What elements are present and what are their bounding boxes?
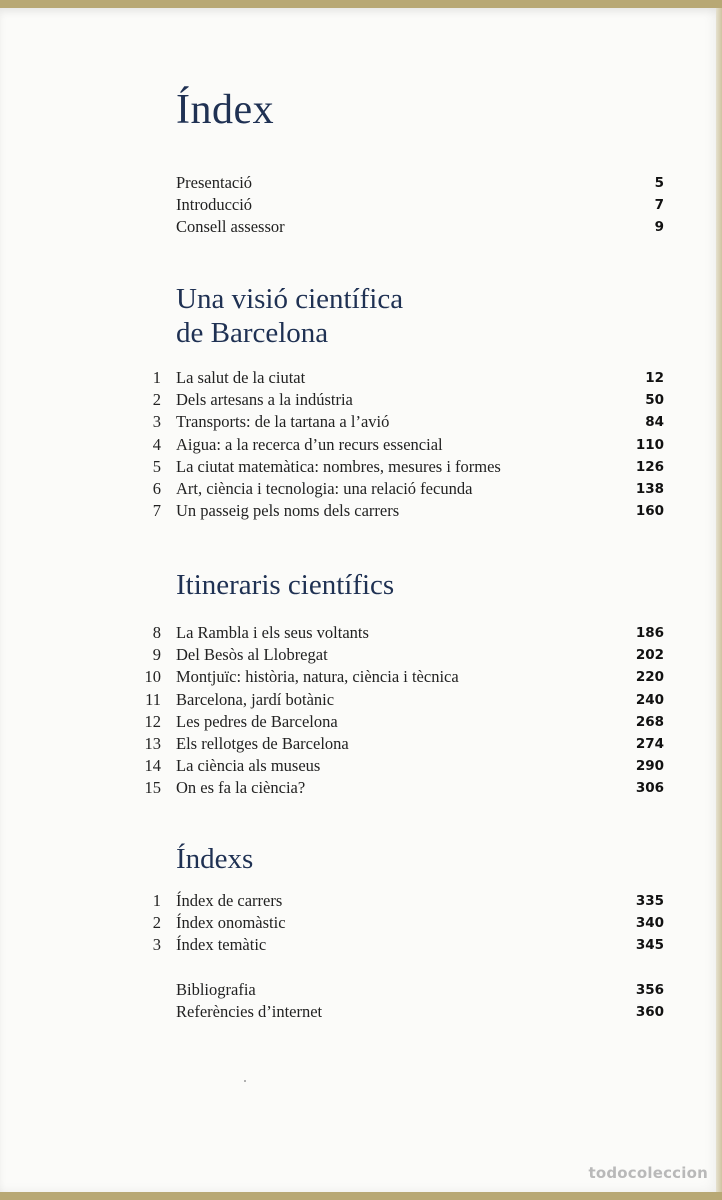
entry-number: 10 — [144, 667, 161, 687]
entry-number: 1 — [152, 891, 161, 910]
entry-page: 360 — [635, 1004, 664, 1021]
book-page — [0, 8, 722, 1192]
page-speck — [244, 1080, 246, 1082]
entry-page: 306 — [635, 780, 664, 797]
toc-entry[interactable] — [0, 666, 722, 688]
site-watermark: todocoleccion — [588, 1164, 708, 1182]
toc-entry[interactable] — [0, 194, 722, 216]
entry-number: 2 — [152, 390, 161, 410]
toc-entry[interactable] — [0, 500, 722, 522]
section-title-line: de Barcelona — [176, 317, 329, 349]
entry-label: Introducció — [176, 195, 253, 215]
entry-label: La Rambla i els seus voltants — [176, 623, 369, 642]
entry-label: Els rellotges de Barcelona — [176, 733, 349, 753]
entry-label: Aigua: a la recerca d’un recurs essencial — [176, 434, 443, 454]
toc-entry[interactable] — [0, 456, 722, 478]
entry-page: 9 — [654, 219, 664, 236]
entry-label: Un passeig pels noms dels carrers — [176, 501, 400, 521]
toc-entry[interactable] — [0, 389, 722, 411]
page-title: Índex — [176, 87, 275, 133]
entry-page: 240 — [635, 691, 664, 708]
toc-entry[interactable] — [0, 979, 722, 1001]
toc-entry[interactable] — [0, 216, 722, 238]
entry-label: Art, ciència i tecnologia: una relació fecunda — [176, 478, 473, 498]
entry-label: Del Besòs al Llobregat — [176, 645, 328, 665]
entry-number: 14 — [144, 756, 161, 776]
entry-number: 8 — [152, 623, 161, 642]
toc-entry[interactable] — [0, 777, 722, 799]
entry-label: Bibliografia — [176, 980, 256, 999]
entry-page: 138 — [635, 480, 664, 497]
section-list — [0, 367, 722, 522]
entry-page: 50 — [645, 392, 664, 409]
entry-page: 335 — [635, 893, 664, 909]
back-matter-list — [0, 979, 722, 1023]
entry-label: La ciutat matemàtica: nombres, mesures i formes — [176, 456, 501, 476]
section-title: Itineraris científics — [176, 569, 395, 601]
section-title — [176, 282, 403, 350]
entry-label: On es fa la ciència? — [176, 778, 306, 798]
toc-entry[interactable] — [0, 711, 722, 733]
section-title-line: Una visió científica — [176, 283, 404, 315]
section-list — [0, 890, 722, 957]
entry-number: 4 — [152, 434, 161, 454]
entry-label: Índex onomàstic — [176, 913, 286, 933]
front-matter-list — [0, 172, 722, 239]
entry-page: 5 — [654, 175, 664, 191]
entry-number: 9 — [152, 645, 161, 665]
entry-page: 186 — [635, 625, 664, 641]
toc-entry[interactable] — [0, 367, 722, 389]
entry-label: Presentació — [176, 173, 253, 192]
toc-entry[interactable] — [0, 1001, 722, 1023]
entry-number: 2 — [152, 913, 161, 933]
entry-page: 202 — [635, 647, 664, 664]
entry-page: 84 — [645, 414, 664, 431]
entry-label: Índex de carrers — [176, 891, 283, 910]
entry-label: Consell assessor — [176, 217, 285, 237]
toc-entry[interactable] — [0, 689, 722, 711]
entry-page: 340 — [635, 915, 664, 932]
entry-page: 290 — [635, 758, 664, 775]
entry-page: 268 — [635, 713, 664, 730]
toc-entry[interactable] — [0, 434, 722, 456]
entry-number: 5 — [152, 456, 161, 476]
entry-label: La ciència als museus — [176, 756, 321, 776]
toc-entry[interactable] — [0, 890, 722, 912]
toc-entry[interactable] — [0, 478, 722, 500]
entry-label: Montjuïc: història, natura, ciència i tècnica — [176, 667, 459, 687]
entry-label: Barcelona, jardí botànic — [176, 689, 335, 709]
entry-number: 3 — [152, 935, 161, 955]
entry-label: La salut de la ciutat — [176, 368, 306, 387]
toc-entry[interactable] — [0, 934, 722, 956]
toc-entry[interactable] — [0, 172, 722, 194]
section-title: Índexs — [176, 843, 254, 875]
entry-page: 160 — [635, 503, 664, 520]
entry-page: 274 — [635, 735, 664, 752]
entry-number: 3 — [152, 412, 161, 432]
toc-entry[interactable] — [0, 644, 722, 666]
entry-page: 12 — [645, 370, 664, 386]
section-list — [0, 622, 722, 800]
toc-entry[interactable] — [0, 912, 722, 934]
entry-page: 126 — [635, 458, 664, 475]
entry-page: 220 — [635, 669, 664, 686]
entry-number: 11 — [145, 689, 161, 709]
entry-number: 15 — [144, 778, 161, 798]
entry-number: 13 — [144, 733, 161, 753]
toc-entry[interactable] — [0, 755, 722, 777]
entry-page: 345 — [635, 937, 664, 954]
entry-label: Transports: de la tartana a l’avió — [176, 412, 390, 432]
entry-number: 1 — [152, 368, 161, 387]
entry-number: 12 — [144, 711, 161, 731]
entry-number: 7 — [152, 501, 161, 521]
entry-page: 7 — [654, 197, 664, 214]
toc-entry[interactable] — [0, 733, 722, 755]
entry-page: 110 — [635, 436, 664, 453]
entry-number: 6 — [152, 478, 161, 498]
entry-label: Dels artesans a la indústria — [176, 390, 353, 410]
entry-label: Les pedres de Barcelona — [176, 711, 338, 731]
entry-label: Índex temàtic — [176, 935, 267, 955]
entry-page: 356 — [635, 982, 664, 998]
toc-entry[interactable] — [0, 622, 722, 644]
entry-label: Referències d’internet — [176, 1002, 323, 1022]
toc-entry[interactable] — [0, 411, 722, 433]
